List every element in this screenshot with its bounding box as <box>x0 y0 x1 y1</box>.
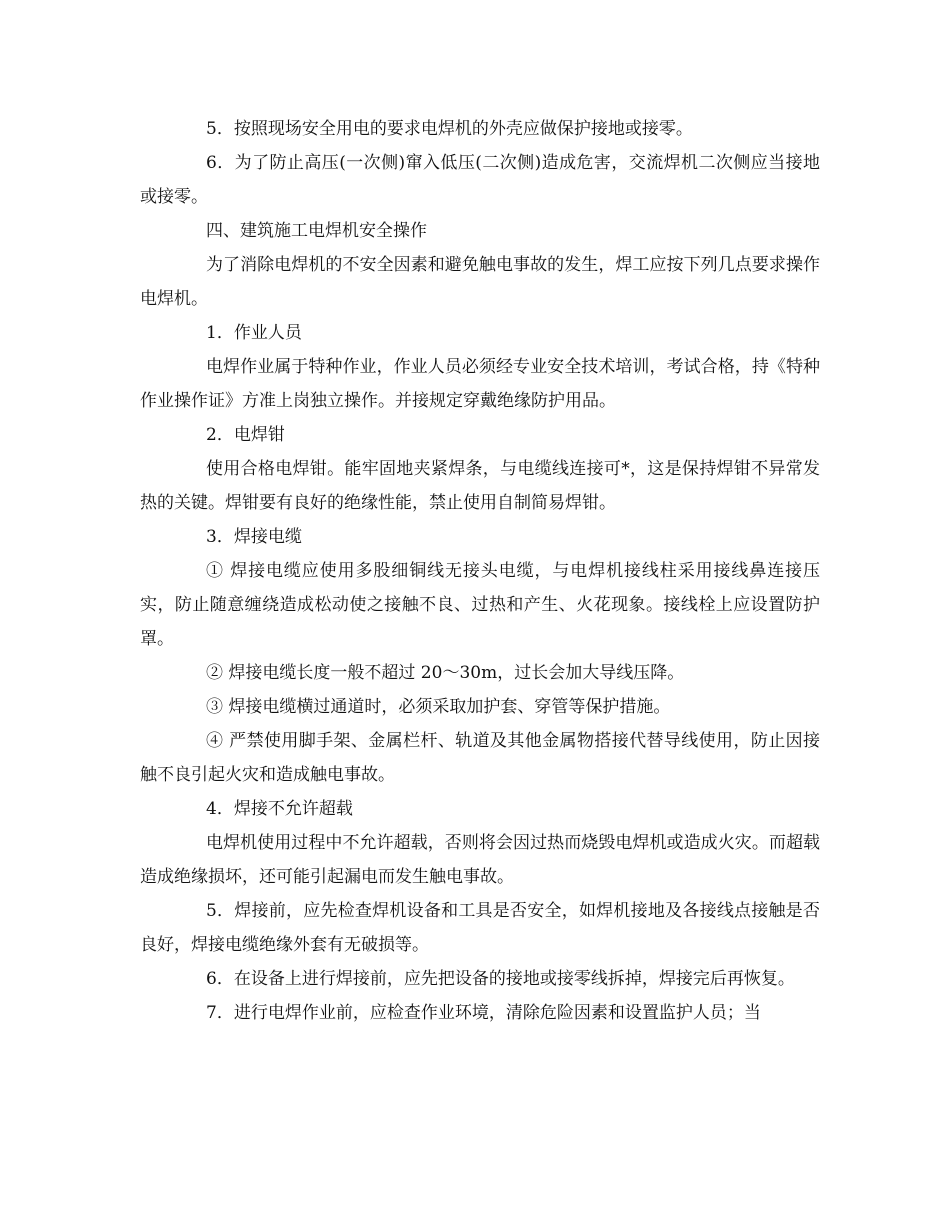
paragraph-intro: 为了消除电焊机的不安全因素和避免触电事故的发生，焊工应按下列几点要求操作电焊机。 <box>140 255 820 309</box>
paragraph-item-5-grounding: 5．按照现场安全用电的要求电焊机的外壳应做保护接地或接零。 <box>206 119 693 139</box>
subheading-no-overload: 4．焊接不允许超载 <box>206 799 353 819</box>
paragraph-no-overload: 电焊机使用过程中不允许超载，否则将会因过热而烧毁电焊机或造成火灾。而超载造成绝缘损坏，还可能引起漏电而发生触电事故。 <box>140 833 820 887</box>
paragraph-item-7-environment: 7．进行电焊作业前，应检查作业环境，清除危险因素和设置监护人员；当 <box>206 1003 761 1023</box>
paragraph-item-6-secondary-ground: 6．为了防止高压(一次侧)窜入低压(二次侧)造成危害，交流焊机二次侧应当接地或接零。 <box>140 153 820 207</box>
subheading-welding-cable: 3．焊接电缆 <box>206 527 302 547</box>
subheading-welding-tongs: 2．电焊钳 <box>206 425 285 445</box>
paragraph-cable-item-3: ③ 焊接电缆横过通道时，必须采取加护套、穿管等保护措施。 <box>206 697 671 717</box>
paragraph-cable-item-1: ① 焊接电缆应使用多股细铜线无接头电缆，与电焊机接线柱采用接线鼻连接压实，防止随意缠绕造成松动使之接触不良、过热和产生、火花现象。接线栓上应设置防护罩。 <box>140 561 820 649</box>
paragraph-item-6-remove-ground: 6．在设备上进行焊接前，应先把设备的接地或接零线拆掉，焊接完后再恢复。 <box>206 969 795 989</box>
paragraph-welding-tongs: 使用合格电焊钳。能牢固地夹紧焊条，与电缆线连接可*，这是保持焊钳不异常发热的关键。焊钳要有良好的绝缘性能，禁止使用自制简易焊钳。 <box>140 459 820 513</box>
section-heading-safe-operation: 四、建筑施工电焊机安全操作 <box>206 221 427 241</box>
paragraph-operators: 电焊作业属于特种作业，作业人员必须经专业安全技术培训，考试合格，持《特种作业操作证》方准上岗独立操作。并接规定穿戴绝缘防护用品。 <box>140 357 820 411</box>
paragraph-cable-item-2: ② 焊接电缆长度一般不超过 20～30m，过长会加大导线压降。 <box>206 663 685 683</box>
paragraph-cable-item-4: ④ 严禁使用脚手架、金属栏杆、轨道及其他金属物搭接代替导线使用，防止因接触不良引起火灾和造成触电事故。 <box>140 731 820 785</box>
subheading-operators: 1．作业人员 <box>206 323 302 343</box>
paragraph-item-5-pre-check: 5．焊接前，应先检查焊机设备和工具是否安全，如焊机接地及各接线点接触是否良好，焊接电缆绝缘外套有无破损等。 <box>140 901 820 955</box>
document-body <box>140 112 820 1030</box>
